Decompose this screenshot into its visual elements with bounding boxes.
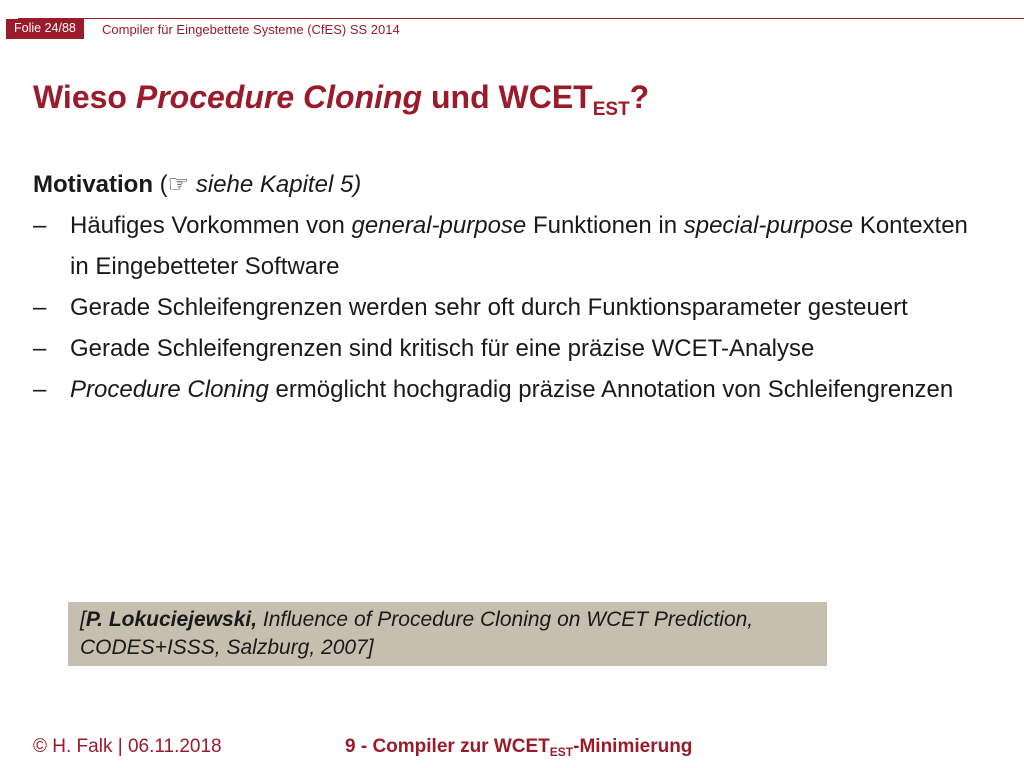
title-mid: und WCET [422, 79, 593, 115]
header-rule [18, 18, 1024, 19]
slide-title [33, 78, 650, 120]
bullet-text: Funktionen in [526, 212, 684, 239]
motivation-open: ( [153, 171, 168, 198]
bullet-text: Häufiges Vorkommen von [70, 212, 352, 239]
slide-number-badge: Folie 24/88 [6, 19, 84, 39]
bullet-dash: – [33, 335, 47, 362]
footer-chapter-title [345, 735, 692, 759]
footer-author-date: © H. Falk | 06.11.2018 [33, 736, 222, 757]
slide-body [33, 164, 993, 410]
footer-chapter-subscript: EST [549, 745, 574, 759]
bullet-text: Kontexten in Eingebetteter Software [70, 212, 968, 280]
reference-open: [ [80, 608, 86, 631]
bullet-emphasis: Procedure Cloning [70, 376, 269, 403]
pointing-hand-icon: ☞ [167, 171, 190, 198]
list-item [33, 369, 993, 410]
reference-author: P. Lokuciejewski, [85, 608, 258, 631]
bullet-emphasis: special-purpose [683, 212, 854, 239]
title-suffix: ? [629, 79, 650, 115]
bullet-dash: – [33, 212, 47, 239]
title-subscript: EST [592, 99, 630, 120]
motivation-heading: Motivation [33, 171, 153, 198]
list-item [33, 287, 993, 328]
bullet-list [33, 205, 993, 410]
footer-chapter-suffix: -Minimierung [573, 736, 693, 757]
bullet-dash: – [33, 294, 47, 321]
reference-text: Influence of Procedure Cloning on WCET Prediction, CODES+ISSS, Salzburg, 2007] [80, 608, 754, 659]
bullet-dash: – [33, 376, 47, 403]
footer-chapter-prefix: 9 - Compiler zur WCET [345, 736, 550, 757]
motivation-chapter-ref: siehe Kapitel 5) [189, 171, 362, 198]
bullet-text: Gerade Schleifengrenzen werden sehr oft durch Funktionsparameter gesteuert [70, 294, 908, 321]
title-italic: Procedure Cloning [135, 79, 423, 115]
motivation-line [33, 164, 993, 205]
bullet-text: ermöglicht hochgradig präzise Annotation von Schleifengrenzen [268, 376, 954, 403]
title-prefix: Wieso [33, 79, 136, 115]
bullet-text: Gerade Schleifengrenzen sind kritisch für eine präzise WCET-Analyse [70, 335, 815, 362]
list-item [33, 328, 993, 369]
course-title: Compiler für Eingebettete Systeme (CfES) SS 2014 [102, 22, 400, 37]
bullet-emphasis: general-purpose [351, 212, 527, 239]
reference-box [68, 602, 827, 666]
list-item [33, 205, 993, 287]
